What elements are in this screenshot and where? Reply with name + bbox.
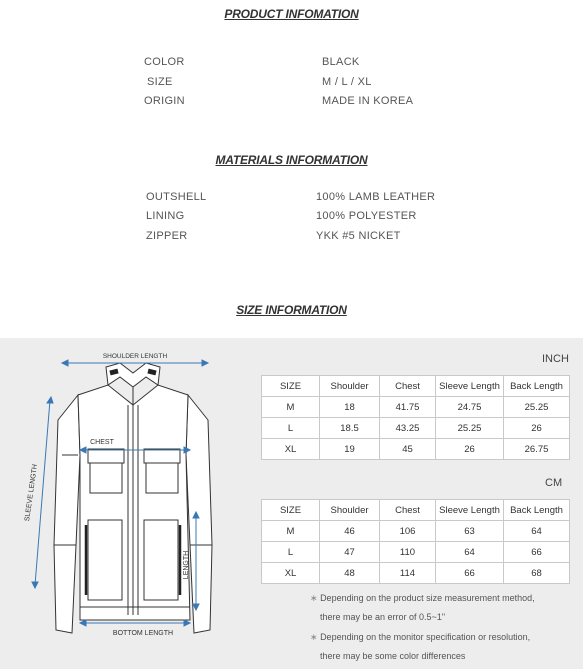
product-info-heading: PRODUCT INFOMATION xyxy=(224,7,359,21)
table-cell: 66 xyxy=(504,542,570,563)
table-cell: 25.25 xyxy=(504,397,570,418)
zipper-label: ZIPPER xyxy=(146,230,188,242)
size-label: SIZE xyxy=(147,76,173,88)
table-row xyxy=(262,521,570,542)
table-cell: 114 xyxy=(380,563,436,584)
chest-label: CHEST xyxy=(90,439,114,446)
cm-size-table xyxy=(261,499,570,584)
table-row xyxy=(262,418,570,439)
outshell-label: OUTSHELL xyxy=(146,191,207,203)
table-cell: 26.75 xyxy=(504,439,570,460)
header-cell: Shoulder xyxy=(320,376,380,397)
note-text: Depending on the product size measurement method, xyxy=(320,593,535,603)
table-cell: 66 xyxy=(436,563,504,584)
table-cell: 24.75 xyxy=(436,397,504,418)
table-cell: 26 xyxy=(504,418,570,439)
table-row xyxy=(262,439,570,460)
table-cell: 106 xyxy=(380,521,436,542)
note-2-line-2: there may be some color differences xyxy=(320,651,466,661)
table-cell: XL xyxy=(262,563,320,584)
lining-label: LINING xyxy=(146,210,185,222)
table-cell: 110 xyxy=(380,542,436,563)
bottom-length-label: BOTTOM LENGTH xyxy=(112,630,174,637)
table-row xyxy=(262,542,570,563)
shoulder-length-label: SHOULDER LENGTH xyxy=(102,353,168,360)
color-value: BLACK xyxy=(322,56,360,68)
cm-unit-label: CM xyxy=(545,477,563,489)
length-label: LENGTH xyxy=(183,550,190,580)
header-cell: Sleeve Length xyxy=(436,500,504,521)
header-cell: SIZE xyxy=(262,376,320,397)
table-cell: M xyxy=(262,397,320,418)
note-text: Depending on the monitor specification or resolution, xyxy=(320,632,531,642)
table-cell: 63 xyxy=(436,521,504,542)
table-cell: 26 xyxy=(436,439,504,460)
header-cell: Chest xyxy=(380,500,436,521)
note-1-line-2: there may be an error of 0.5~1" xyxy=(320,612,446,622)
inch-size-table xyxy=(261,375,570,460)
note-marker: ∗ xyxy=(310,593,318,603)
table-cell: 43.25 xyxy=(380,418,436,439)
table-cell: 45 xyxy=(380,439,436,460)
color-label: COLOR xyxy=(144,56,185,68)
table-cell: 18 xyxy=(320,397,380,418)
table-row xyxy=(262,397,570,418)
table-cell: 64 xyxy=(504,521,570,542)
header-cell: SIZE xyxy=(262,500,320,521)
table-cell: 25.25 xyxy=(436,418,504,439)
table-cell: 19 xyxy=(320,439,380,460)
header-cell: Back Length xyxy=(504,500,570,521)
table-cell: 18.5 xyxy=(320,418,380,439)
note-marker: ∗ xyxy=(310,632,318,642)
table-cell: 68 xyxy=(504,563,570,584)
table-cell: 47 xyxy=(320,542,380,563)
origin-label: ORIGIN xyxy=(144,95,185,107)
table-cell: 48 xyxy=(320,563,380,584)
size-info-heading: SIZE INFORMATION xyxy=(236,303,347,317)
table-cell: 64 xyxy=(436,542,504,563)
table-header-row xyxy=(262,500,570,521)
table-cell: L xyxy=(262,418,320,439)
origin-value: MADE IN KOREA xyxy=(322,95,414,107)
note-2-line-1 xyxy=(310,632,530,643)
header-cell: Shoulder xyxy=(320,500,380,521)
table-cell: 41.75 xyxy=(380,397,436,418)
outshell-value: 100% LAMB LEATHER xyxy=(316,191,436,203)
table-cell: L xyxy=(262,542,320,563)
jacket-diagram xyxy=(20,345,245,665)
note-1-line-1 xyxy=(310,593,535,604)
table-cell: M xyxy=(262,521,320,542)
table-row xyxy=(262,563,570,584)
header-cell: Back Length xyxy=(504,376,570,397)
sleeve-length-label: SLEEVE LENGTH xyxy=(24,463,39,522)
size-value: M / L / XL xyxy=(322,76,372,88)
header-cell: Sleeve Length xyxy=(436,376,504,397)
materials-info-heading: MATERIALS INFORMATION xyxy=(215,153,368,167)
inch-unit-label: INCH xyxy=(542,353,569,365)
table-cell: 46 xyxy=(320,521,380,542)
zipper-value: YKK #5 NICKET xyxy=(316,230,401,242)
header-cell: Chest xyxy=(380,376,436,397)
lining-value: 100% POLYESTER xyxy=(316,210,417,222)
table-header-row xyxy=(262,376,570,397)
table-cell: XL xyxy=(262,439,320,460)
